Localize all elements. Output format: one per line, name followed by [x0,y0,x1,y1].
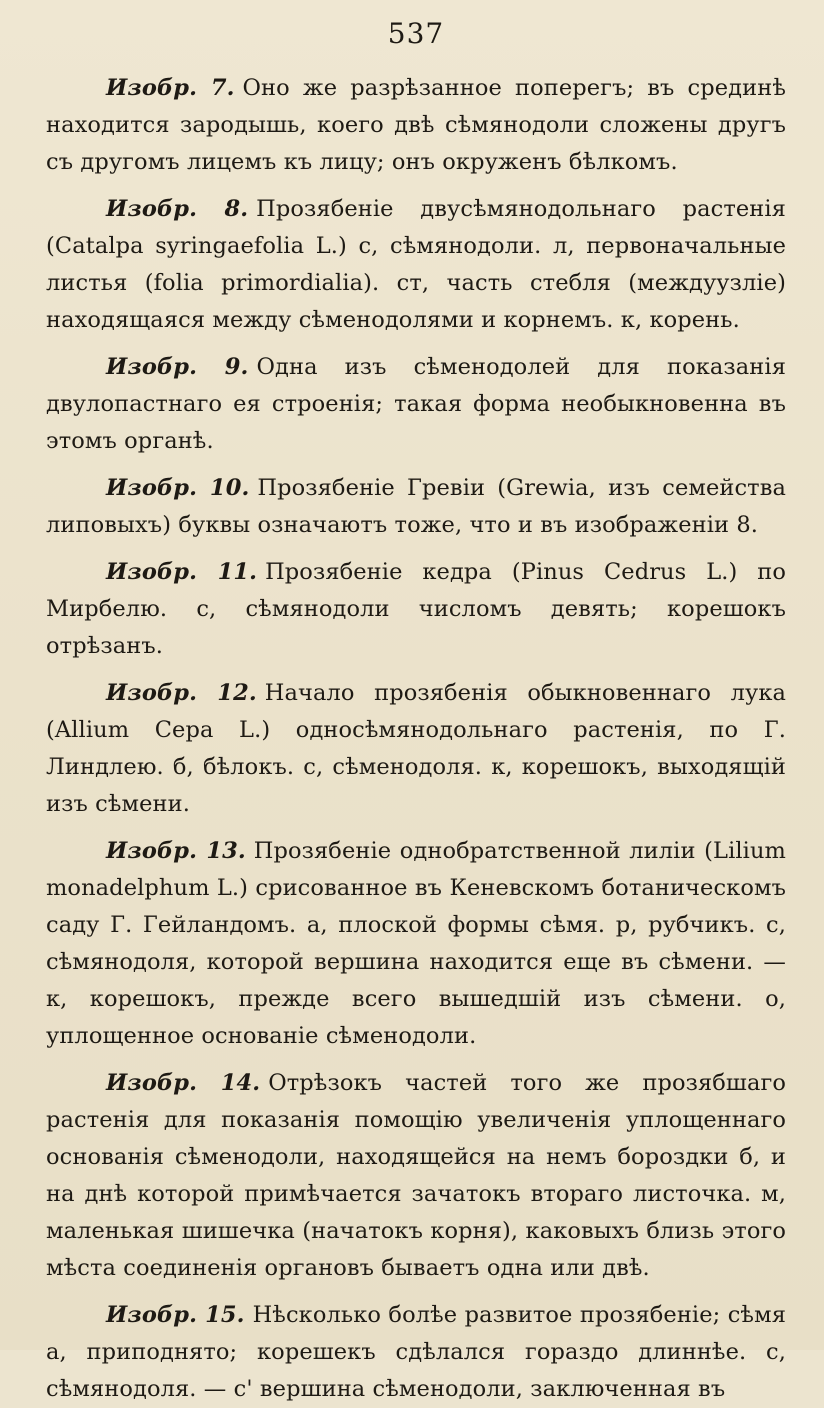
figure-label: Изобр. 12. [106,680,257,706]
caption-text: Прозябеніе двусѣмянодольнаго растенія (Catalpa syringaefolia L.) с, сѣмянодоли. л, первоначальные листья (folia primordialia). ст, часть стебля (междуузліе) находящаяся между сѣменодолями и корнемъ. к, корень. [46,196,786,333]
figure-caption-7 [46,70,786,181]
figure-label: Изобр. 15. [106,1302,245,1328]
figure-caption-8 [46,191,786,339]
figure-label: Изобр. 14. [106,1070,261,1096]
caption-text: Прозябеніе Гревіи (Grewia, изъ семейства липовыхъ) буквы означаютъ тоже, что и въ изображеніи 8. [46,475,787,538]
figure-caption-12 [46,675,786,823]
figure-label: Изобр. 9. [106,354,249,380]
figure-caption-10 [46,470,786,544]
figure-caption-14 [46,1065,786,1287]
figure-caption-13 [46,833,786,1055]
figure-caption-11 [46,554,786,665]
caption-text: Одна изъ сѣменодолей для показанія двулопастнаго ея строенія; такая форма необыкновенна въ этомъ органѣ. [46,354,786,454]
figure-caption-15 [46,1297,786,1408]
caption-text: Прозябеніе однобратственной лиліи (Lilium monadelphum L.) срисованное въ Кеневскомъ ботаническомъ саду Г. Гейландомъ. а, плоской формы сѣмя. р, рубчикъ. с, сѣмянодоля, которой вершина находится еще въ сѣмени. — к, корешокъ, прежде всего вышедшій изъ сѣмени. о, уплощенное основаніе сѣменодоли. [46,838,786,1049]
figure-label: Изобр. 13. [106,838,246,864]
caption-text: Оно же разрѣзанное поперегъ; въ срединѣ находится зародышь, коего двѣ сѣмянодоли сложены другъ съ другомъ лицемъ къ лицу; онъ окруженъ бѣлкомъ. [46,75,786,175]
figure-label: Изобр. 7. [106,75,235,101]
caption-text: Отрѣзокъ частей того же прозябшаго растенія для показанія помощію увеличенія уплощеннаго основанія сѣменодоли, находящейся на немъ бороздки б, и на днѣ которой примѣчается зачатокъ втораго листочка. м, маленькая шишечка (начатокъ корня), каковыхъ близь этого мѣста соединенія органовъ бываетъ одна или двѣ. [46,1070,787,1281]
caption-text: Нѣсколько болѣе развитое прозябеніе; сѣмя а, приподнято; корешекъ сдѣлался гораздо длиннѣе. с, сѣмянодоля. — с' вершина сѣменодоли, заключенная въ [46,1302,786,1402]
figure-label: Изобр. 11. [106,559,258,585]
caption-text: Прозябеніе кедра (Pinus Cedrus L.) по Мирбелю. с, сѣмянодоли числомъ девять; корешокъ отрѣзанъ. [46,559,787,659]
caption-text: Начало прозябенія обыкновеннаго лука (Allium Cepa L.) односѣмянодольнаго растенія, по Г. Линдлею. б, бѣлокъ. с, сѣменодоля. к, корешокъ, выходящій изъ сѣмени. [46,680,787,817]
figure-label: Изобр. 10. [106,475,250,501]
figure-caption-9 [46,349,786,460]
page-number: 537 [387,17,445,50]
figure-label: Изобр. 8. [106,196,249,222]
